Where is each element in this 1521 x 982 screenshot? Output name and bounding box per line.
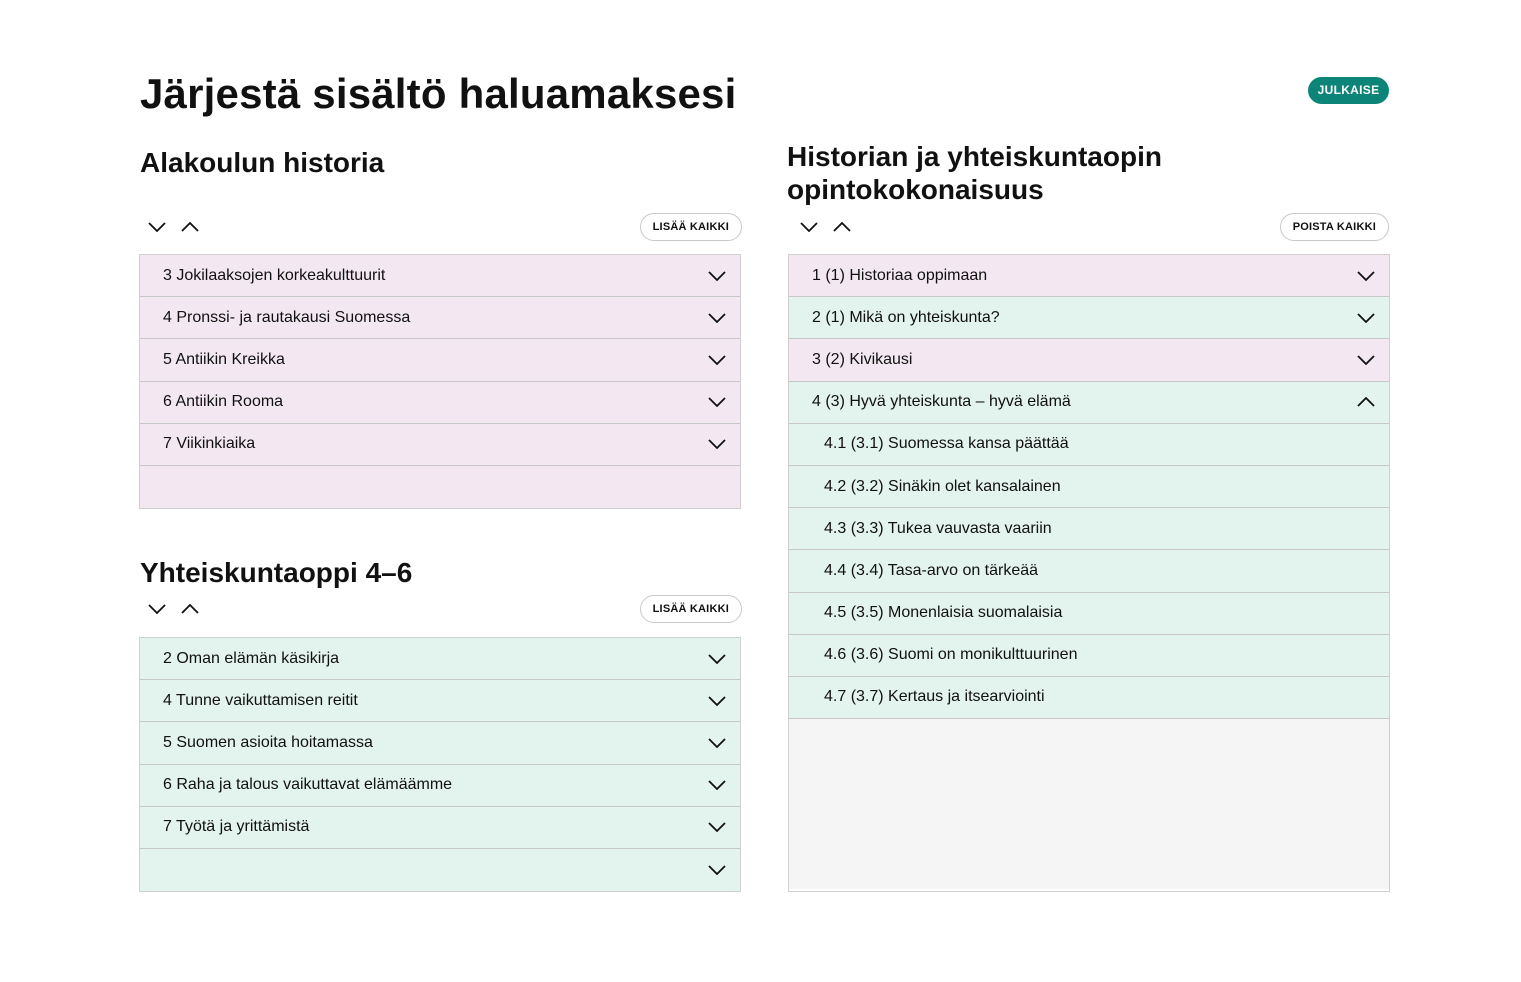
collapse-all-button[interactable] — [829, 213, 855, 241]
page-title: Järjestä sisältö haluamaksesi — [140, 70, 737, 117]
toolbar-alakoulun-historia — [140, 213, 742, 241]
chevron-down-icon — [148, 604, 166, 614]
list-item[interactable] — [789, 255, 1389, 297]
chevron-down-icon[interactable] — [1357, 271, 1375, 281]
sub-list-item-label: 4.2 (3.2) Sinäkin olet kansalainen — [824, 477, 1061, 495]
chevron-down-icon[interactable] — [1357, 355, 1375, 365]
list-item[interactable] — [140, 297, 740, 339]
list-item[interactable] — [140, 255, 740, 297]
chevron-down-icon[interactable] — [708, 696, 726, 706]
chevron-down-icon — [800, 222, 818, 232]
list-item[interactable] — [140, 849, 740, 891]
empty-drop-zone[interactable] — [789, 719, 1389, 889]
expand-all-button[interactable] — [144, 595, 170, 623]
chevron-up-icon — [181, 222, 199, 232]
section-title-line: opintokokonaisuus — [787, 174, 1044, 205]
chevron-down-icon[interactable] — [708, 822, 726, 832]
chevron-up-icon — [181, 604, 199, 614]
chevron-down-icon[interactable] — [708, 271, 726, 281]
list-item-label: 2 Oman elämän käsikirja — [163, 649, 340, 667]
list-item-label: 4 (3) Hyvä yhteiskunta – hyvä elämä — [812, 393, 1071, 411]
chevron-down-icon[interactable] — [708, 355, 726, 365]
sub-list-item[interactable] — [789, 424, 1389, 466]
list-item[interactable] — [789, 297, 1389, 339]
section-title-line: Historian ja yhteiskuntaopin — [787, 141, 1162, 172]
list-item-label: 4 Tunne vaikuttamisen reitit — [163, 691, 358, 709]
remove-all-button[interactable]: POISTA KAIKKI — [1280, 213, 1389, 241]
sub-list-item-label: 4.1 (3.1) Suomessa kansa päättää — [824, 435, 1069, 453]
sub-list-item-label: 4.4 (3.4) Tasa-arvo on tärkeää — [824, 561, 1039, 579]
list-item[interactable] — [140, 680, 740, 722]
publish-button[interactable]: JULKAISE — [1308, 77, 1389, 104]
list-item-label: 2 (1) Mikä on yhteiskunta? — [812, 308, 1000, 326]
sub-list-item[interactable] — [789, 677, 1389, 719]
chevron-down-icon[interactable] — [708, 865, 726, 875]
section-title-alakoulun-historia: Alakoulun historia — [140, 147, 385, 178]
chevron-down-icon[interactable] — [1357, 313, 1375, 323]
section-title-yhteiskuntaoppi: Yhteiskuntaoppi 4–6 — [140, 557, 413, 588]
list-item[interactable] — [140, 339, 740, 381]
list-item[interactable] — [789, 339, 1389, 381]
list-item-label: 4 Pronssi- ja rautakausi Suomessa — [163, 308, 411, 326]
list-item[interactable] — [140, 382, 740, 424]
sub-list-item[interactable] — [789, 508, 1389, 550]
list-item-label: 7 Työtä ja yrittämistä — [163, 818, 310, 836]
chevron-down-icon[interactable] — [708, 738, 726, 748]
list-item-label: 1 (1) Historiaa oppimaan — [812, 266, 988, 284]
chevron-down-icon[interactable] — [708, 397, 726, 407]
chevron-down-icon — [148, 222, 166, 232]
list-item-label: 5 Antiikin Kreikka — [163, 350, 285, 368]
list-item-expanded[interactable] — [789, 382, 1389, 424]
list-yhteiskuntaoppi — [139, 637, 741, 892]
list-item[interactable] — [140, 722, 740, 764]
collapse-all-button[interactable] — [177, 595, 203, 623]
add-all-button[interactable]: LISÄÄ KAIKKI — [640, 595, 742, 623]
list-item-label: 7 Viikinkiaika — [163, 435, 256, 453]
chevron-down-icon[interactable] — [708, 654, 726, 664]
toolbar-opintokokonaisuus — [787, 213, 1389, 241]
section-title-opintokokonaisuus — [787, 140, 1162, 206]
sub-list-item-label: 4.3 (3.3) Tukea vauvasta vaariin — [824, 519, 1052, 537]
sub-list-item-label: 4.5 (3.5) Monenlaisia suomalaisia — [824, 604, 1063, 622]
list-item-label: 5 Suomen asioita hoitamassa — [163, 733, 373, 751]
chevron-down-icon[interactable] — [708, 313, 726, 323]
list-alakoulun-historia — [139, 254, 741, 509]
list-item-label: 3 Jokilaaksojen korkeakulttuurit — [163, 266, 386, 284]
chevron-up-icon — [833, 222, 851, 232]
empty-drop-zone[interactable] — [140, 466, 740, 508]
list-item-label: 6 Raha ja talous vaikuttavat elämäämme — [163, 776, 453, 794]
list-item-label: 3 (2) Kivikausi — [812, 350, 913, 368]
expand-all-button[interactable] — [144, 213, 170, 241]
expand-all-button[interactable] — [796, 213, 822, 241]
sub-list-item[interactable] — [789, 593, 1389, 635]
list-item-label: 6 Antiikin Rooma — [163, 393, 284, 411]
chevron-down-icon[interactable] — [708, 780, 726, 790]
chevron-up-icon[interactable] — [1357, 397, 1375, 407]
sub-list-item[interactable] — [789, 635, 1389, 677]
sub-list-item-label: 4.7 (3.7) Kertaus ja itsearviointi — [824, 688, 1045, 706]
list-opintokokonaisuus — [788, 254, 1390, 892]
list-item[interactable] — [140, 765, 740, 807]
list-item[interactable] — [140, 424, 740, 466]
list-item[interactable] — [140, 807, 740, 849]
sub-list-item-label: 4.6 (3.6) Suomi on monikulttuurinen — [824, 646, 1078, 664]
chevron-down-icon[interactable] — [708, 439, 726, 449]
list-item[interactable] — [140, 638, 740, 680]
collapse-all-button[interactable] — [177, 213, 203, 241]
toolbar-yhteiskuntaoppi — [140, 595, 742, 623]
sub-list-item[interactable] — [789, 466, 1389, 508]
sub-list-item[interactable] — [789, 550, 1389, 592]
add-all-button[interactable]: LISÄÄ KAIKKI — [640, 213, 742, 241]
